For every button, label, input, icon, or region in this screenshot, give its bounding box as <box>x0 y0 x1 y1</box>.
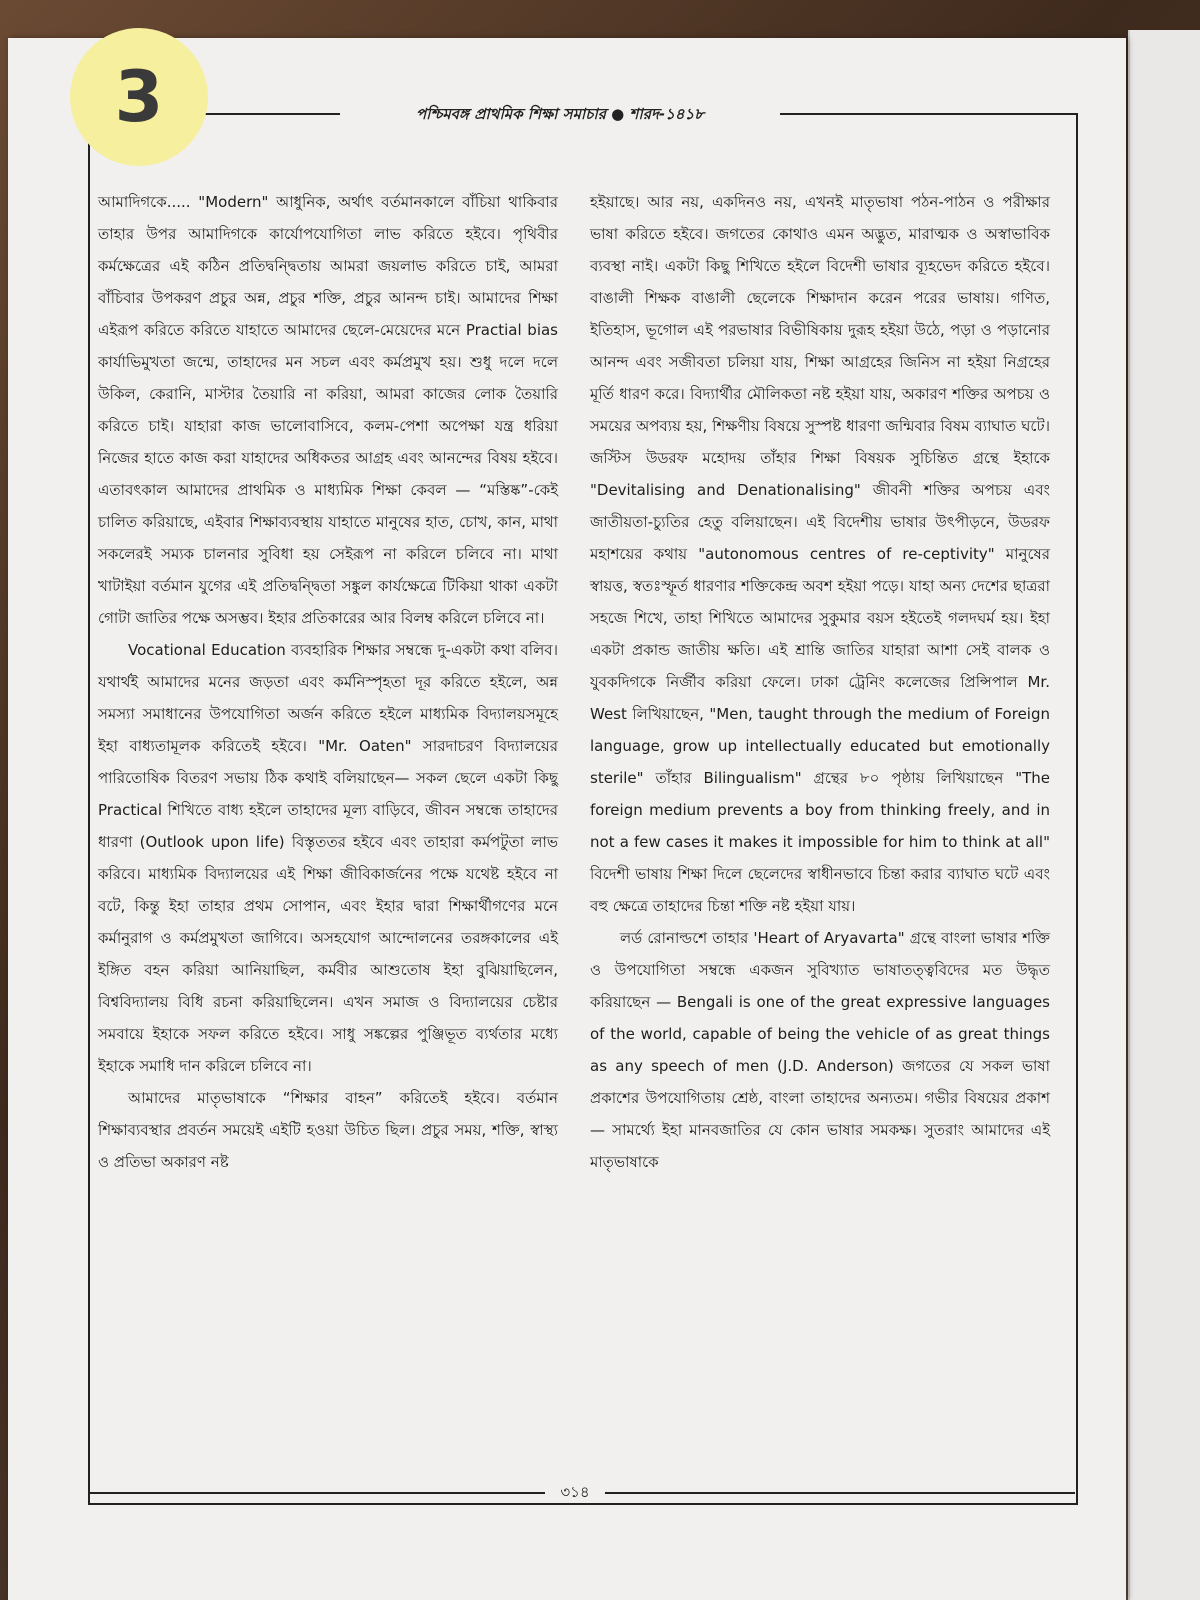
footer-rule-right <box>605 1492 1075 1494</box>
facing-page-edge <box>1128 30 1200 1600</box>
paragraph: Vocational Education ব্যবহারিক শিক্ষার সম্বন্ধে দু-একটা কথা বলিব। যথার্থই আমাদের মনের জড়তা এবং কর্মনিস্পৃহতা দূর করিতে হইলে, অন্ন সমস্যা সমাধানের উপযোগিতা অর্জন করিতে হইলে মাধ্যমিক বিদ্যালয়সমূহে ইহা বাধ্যতামূলক করিতেই হইবে। "Mr. Oaten" সারদাচরণ বিদ্যালয়ের পারিতোষিক বিতরণ সভায় ঠিক কথাই বলিয়াছেন— সকল ছেলে একটা কিছু Practical শিখিতে বাধ্য হইলে তাহাদের মূল্য বাড়িবে, জীবন সম্বন্ধে তাহাদের ধারণা (Outlook upon life) বিস্তৃততর হইবে এবং তাহারা কর্মপটুতা লাভ করিবে। মাধ্যমিক বিদ্যালয়ের এই শিক্ষা জীবিকার্জনের পক্ষে যথেষ্ট হইবে না বটে, কিন্তু ইহা তাহার প্রথম সোপান, এবং ইহার দ্বারা শিক্ষার্থীগণের মনে কর্মানুরাগ ও কর্মপ্রমুখতা জাগিবে। অসহযোগ আন্দোলনের তরঙ্গকালের এই ইঙ্গিত বহন করিয়া আনিয়াছিল, কর্মবীর আশুতোষ ইহা বুঝিয়াছিলেন, বিশ্ববিদ্যালয় বিধি রচনা করিয়াছিলেন। এখন সমাজ ও বিদ্যালয়ের চেষ্টার সমবায়ে ইহাকে সফল করিতে হইবে। সাধু সঙ্কল্পের পুঞ্জিভূত ব্যর্থতার মধ্যে ইহাকে সমাধি দান করিলে চলিবে না। <box>98 641 558 1075</box>
page-number: ৩১৪ <box>560 1483 590 1501</box>
left-column <box>98 186 558 1178</box>
page-badge: 3 <box>70 28 208 166</box>
paragraph: আমাদের মাতৃভাষাকে “শিক্ষার বাহন” করিতেই হইবে। বর্তমান শিক্ষাব্যবস্থার প্রবর্তন সময়েই এইটি হওয়া উচিত ছিল। প্রচুর সময়, শক্তি, স্বাস্থ্য ও প্রতিভা অকারণ নষ্ট <box>98 1089 558 1171</box>
paragraph: হইয়াছে। আর নয়, একদিনও নয়, এখনই মাতৃভাষা পঠন-পাঠন ও পরীক্ষার ভাষা করিতে হইবে। জগতের কোথাও এমন অদ্ভুত, মারাত্মক ও অস্বাভাবিক ব্যবস্থা নাই। একটা কিছু শিখিতে হইলে বিদেশী ভাষার ব্যূহভেদ করিতে হইবে। বাঙালী শিক্ষক বাঙালী ছেলেকে শিক্ষাদান করেন পরের ভাষায়। গণিত, ইতিহাস, ভূগোল এই পরভাষার বিভীষিকায় দুরূহ হইয়া উঠে, পড়া ও পড়ানোর আনন্দ এবং সজীবতা চলিয়া যায়, শিক্ষা আগ্রহের জিনিস না হইয়া নিগ্রহের মূর্তি ধারণ করে। বিদ্যার্থীর মৌলিকতা নষ্ট হইয়া যায়, অকারণ শক্তির অপচয় ও সময়ের অপব্যয় হয়, শিক্ষণীয় বিষয়ে সুস্পষ্ট ধারণা জন্মিবার বিষম ব্যাঘাত ঘটে। জস্টিস উডরফ মহোদয় তাঁহার শিক্ষা বিষয়ক সুচিন্তিত গ্রন্থে ইহাকে "Devitalising and Denationalising" জীবনী শক্তির অপচয় এবং জাতীয়তা-চ্যুতির হেতু বলিয়াছেন। এই বিদেশীয় ভাষার উৎপীড়নে, উডরফ মহাশয়ের কথায় "autonomous centres of re-ceptivity" মানুষের স্বায়ত্ত, স্বতঃস্ফূর্ত ধারণার শক্তিকেন্দ্র অবশ হইয়া পড়ে। যাহা অন্য দেশের ছাত্ররা সহজে শিখে, তাহা শিখিতে আমাদের সুকুমার বয়স হইতেই গলদঘর্ম হয়। ইহা একটা প্রকান্ড জাতীয় ক্ষতি। এই শ্রান্তি জাতির যাহারা আশা সেই বালক ও যুবকদিগকে নির্জীব করিয়া ফেলে। ঢাকা ট্রেনিং কলেজের প্রিন্সিপাল Mr. West লিখিয়াছেন, "Men, taught through the medium of Foreign language, grow up intellectually educated but emotionally sterile" তাঁহার Bilingualism" গ্রন্থের ৮০ পৃষ্ঠায় লিখিয়াছেন "The foreign medium prevents a boy from thinking freely, and in not a few cases it makes it impossible for him to think at all" বিদেশী ভাষায় শিক্ষা দিলে ছেলেদের স্বাধীনভাবে চিন্তা করার ব্যাঘাত ঘটে এবং বহু ক্ষেত্রে তাহাদের চিন্তা শক্তি নষ্ট হইয়া যায়। <box>590 193 1050 915</box>
running-head: পশ্চিমবঙ্গ প্রাথমিক শিক্ষা সমাচার ● শারদ-১৪১৮ <box>340 102 780 126</box>
paragraph: আমাদিগকে..... "Modern" আধুনিক, অর্থাৎ বর্তমানকালে বাঁচিয়া থাকিবার তাহার উপর আমাদিগকে কার্যোপযোগিতা লাভ করিতে হইবে। পৃথিবীর কর্মক্ষেত্রের এই কঠিন প্রতিদ্বন্দ্বিতায় আমরা জয়লাভ করিতে চাই, আমরা বাঁচিবার উপকরণ প্রচুর অন্ন, প্রচুর শক্তি, প্রচুর আনন্দ চাই। আমাদের শিক্ষা এইরূপ করিতে করিতে যাহাতে আমাদের ছেলে-মেয়েদের মনে Practial bias কার্যাভিমুখতা জন্মে, তাহাদের মন সচল এবং কর্মপ্রমুখ হয়। শুধু দলে দলে উকিল, কেরানি, মাস্টার তৈয়ারি না করিয়া, আমরা কাজের লোক তৈয়ারি করিতে চাই। যাহারা কাজ ভালোবাসিবে, কলম-পেশা অপেক্ষা যন্ত্র ধরিয়া নিজের হাতে কাজ করা যাহাদের অধিকতর আগ্রহ এবং আনন্দের বিষয় হইবে। এতাবৎকাল আমাদের প্রাথমিক ও মাধ্যমিক শিক্ষা কেবল — “মস্তিষ্ক”-কেই চালিত করিয়াছে, এইবার শিক্ষাব্যবস্থায় যাহাতে মানুষের হাত, চোখ, কান, মাথা সকলেরই সম্যক চালনার সুবিধা হয় সেইরূপ না করিলে চলিবে না। মাথা খাটাইয়া বর্তমান যুগের এই প্রতিদ্বন্দ্বিতা সঙ্কুল কার্যক্ষেত্রে টিকিয়া থাকা একটা গোটা জাতির পক্ষে অসম্ভব। ইহার প্রতিকারের আর বিলম্ব করিলে চলিবে না। <box>98 193 558 627</box>
paragraph: লর্ড রোনাল্ডশে তাহার 'Heart of Aryavarta" গ্রন্থে বাংলা ভাষার শক্তি ও উপযোগিতা সম্বন্ধে একজন সুবিখ্যাত ভাষাতত্ত্ববিদের মত উদ্ধৃত করিয়াছেন — Bengali is one of the great expressive languages of the world, capable of being the vehicle of as great things as any speech of men (J.D. Anderson) জগতের যে সকল ভাষা প্রকাশের উপযোগিতায় শ্রেষ্ঠ, বাংলা তাহাদের অন্যতম। গভীর বিষয়ের প্রকাশ — সামর্থ্যে ইহা মানবজাতির যে কোন ভাষার সমকক্ষ। সুতরাং আমাদের এই মাতৃভাষাকে <box>590 929 1050 1171</box>
right-column <box>590 186 1050 1178</box>
footer-rule-left <box>90 1492 545 1494</box>
